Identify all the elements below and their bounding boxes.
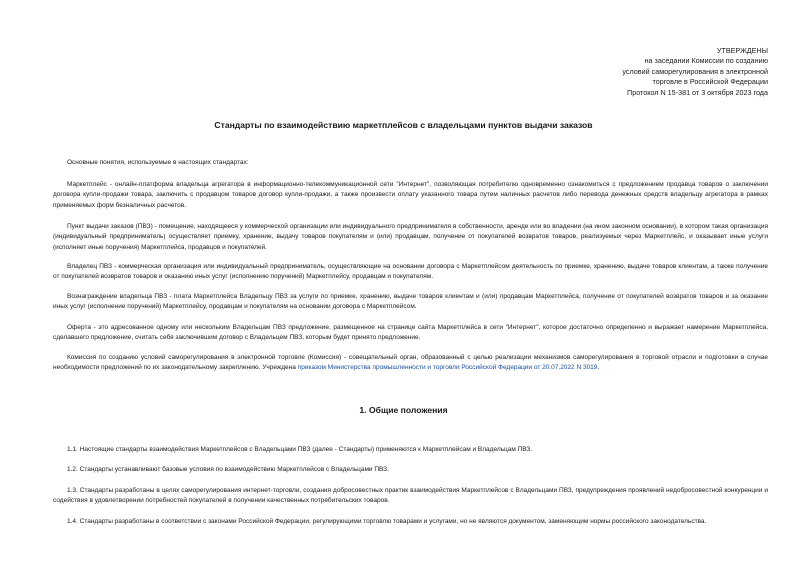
- section-title: 1. Общие положения: [359, 405, 448, 415]
- definition-marketplace: Маркетплейс - онлайн-платформа владельца агрегатора в информационно-телекоммуникационной сети "Интернет", позволяющая потребителю одновременно ознакомиться с предложением продавца товаров о заключении договора купли-продажи товара, заключить с продавцом товаров договор купли-продажи, а также произвести оплату указанного товара путем наличных расчетов либо перевода денежных средств владельцу агрегатора в рамках применяемых форм безналичных расчетов.: [53, 181, 768, 209]
- definition-pvz-owner: Владелец ПВЗ - коммерческая организация или индивидуальный предприниматель, осуществляющие на основании договора с Маркетплейсом деятельность по приемке, хранению, выдаче товаров клиентам, а также получение от покупателей возвратов товаров и оказанию иных услуг (исполнению поручений) Маркетплейсу, продавцам и покупателям.: [53, 263, 768, 281]
- commission-end: .: [597, 364, 600, 372]
- clause-1-1: 1.1. Настоящие стандарты взаимодействия Маркетплейсов с Владельцами ПВЗ (далее - Стандарты) применяются к Маркетплейсам и Владельцам ПВЗ.: [67, 446, 533, 453]
- approval-block: [622, 46, 768, 98]
- definition-pvz: Пункт выдачи заказов (ПВЗ) - помещение, находящееся у коммерческой организации или индивидуального предпринимателя в собственности, аренде или во владении (на ином законном основании), в котором такая организация (индивидуальный предприниматель) осуществляет приемку, хранение, выдачу товаров покупателям и (или) продавцам, получение от покупателей возвратов товаров, реализуемых через Маркетплейс, и оказывает иные услуги (исполняет иные поручения) Маркетплейса, продавцов и покупателей.: [53, 223, 768, 251]
- ministry-order-link[interactable]: приказом Министерства промышленности и торговли Российской Федерации от 20.07.2022 N 3019: [297, 364, 598, 372]
- commission-text: Комиссия по созданию условий саморегулирования в электронной торговле (Комиссия) - совещательный орган, образованный с целью реализации механизмов саморегулирования в торговой отрасли и подготовки в случае необходимости предложений по их законодательному закреплению. Учреждена: [53, 354, 768, 372]
- approval-protocol: Протокол N 15-381 от 3 октября 2023 года: [627, 87, 768, 97]
- clause-1-3: 1.3. Стандарты разработаны в целях саморегулирования интернет-торговли, создания добросовестных практик взаимодействия Маркетплейсов с Владельцами ПВЗ, предупреждения проявлений недобросовестной конкуренции и содействия в удовлетворении потребностей покупателей в получении качественных потребительских товаров.: [53, 487, 768, 505]
- approval-line: на заседании Комиссии по созданию: [644, 56, 768, 66]
- definition-commission: [53, 353, 768, 374]
- definition-offer: Оферта - это адресованное одному или нескольким Владельцам ПВЗ предложение, размещенное на странице сайта Маркетплейса в сети "Интернет", которое достаточно определенно и выражает намерение Маркетплейса, сделавшего предложение, считать себя заключившим договор с Владельцем ПВЗ, которым будет принято предложение.: [53, 324, 768, 342]
- approval-line: торговле в Российской Федерации: [652, 77, 768, 87]
- definition-reward: Вознаграждение владельца ПВЗ - плата Маркетплейса Владельцу ПВЗ за услуги по приемке, хранению, выдаче товаров клиентам и (или) продавцам Маркетплейса, получение от покупателей возвратов товаров и за оказание иных услуг (исполнение поручений) Маркетплейсу, продавцам и покупателям на основании договора с Маркетплейсом.: [53, 293, 768, 311]
- intro-paragraph: Основные понятия, используемые в настоящих стандартах:: [67, 159, 249, 166]
- approval-heading: УТВЕРЖДЕНЫ: [716, 46, 768, 55]
- document-title: Стандарты по взаимодействию маркетплейсов с владельцами пунктов выдачи заказов: [214, 120, 593, 130]
- clause-1-4: 1.4. Стандарты разработаны в соответствии с законами Российской Федерации, регулирующими торговлю товарами и услугами, но не являются документом, заменяющим нормы российского законодательства.: [67, 518, 707, 525]
- approval-line: условий саморегулирования в электронной: [622, 66, 768, 76]
- clause-1-2: 1.2. Стандарты устанавливают базовые условия по взаимодействию Маркетплейсов с Владельцами ПВЗ.: [67, 466, 389, 473]
